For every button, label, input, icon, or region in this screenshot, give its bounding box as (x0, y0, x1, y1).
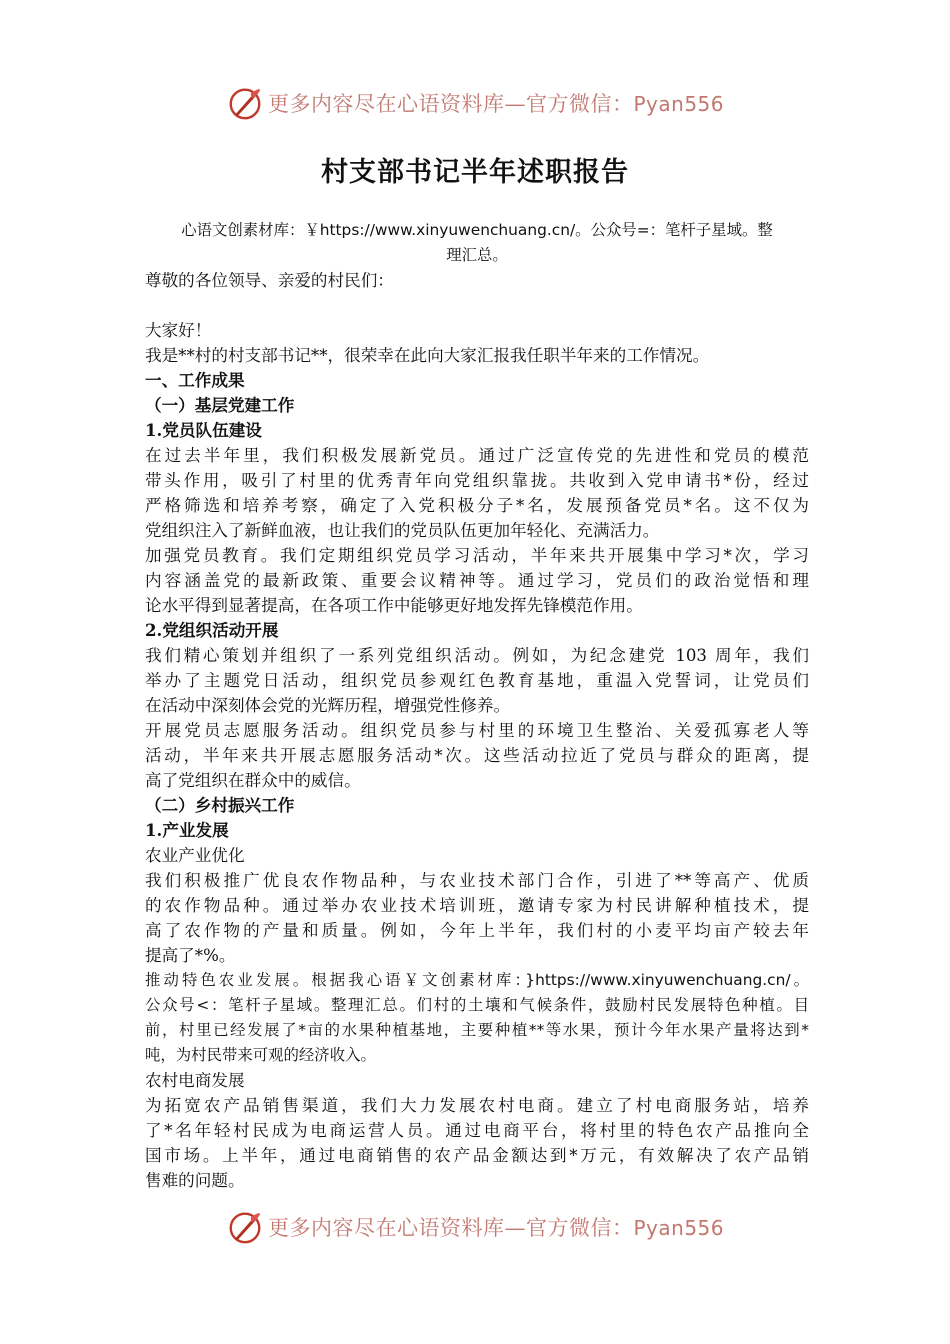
paragraph-line: 党组织注入了新鲜血液，也让我们的党员队伍更加年轻化、充满活力。 (145, 521, 660, 540)
document-title: 村支部书记半年述职报告 (321, 157, 629, 188)
greeting: 尊敬的各位领导、亲爱的村民们： (145, 271, 394, 290)
watermark-text: 更多内容尽在心语资料库—官方微信：Pyan556 (267, 92, 724, 116)
paragraph-line: 推动特色农业发展。根据我心语￥文创素材库：}https://www.xinyuwenchuang.cn/。 (145, 971, 809, 989)
heading-3-member-team: 1.党员队伍建设 (145, 420, 262, 440)
paragraph-line: 高了党组织在群众中的威信。 (145, 771, 361, 790)
source-line: 理汇总。 (446, 246, 508, 264)
quill-logo-icon (226, 84, 264, 122)
paragraph-line: 内容涵盖党的最新政策、重要会议精神等。通过学习，党员们的政治觉悟和理 (145, 571, 809, 590)
paragraph-line: 开展党员志愿服务活动。组织党员参与村里的环境卫生整治、关爱孤寡老人等 (145, 721, 809, 740)
paragraph-line: 为拓宽农产品销售渠道，我们大力发展农村电商。建立了村电商服务站，培养 (145, 1096, 809, 1115)
heading-2-party-building: （一）基层党建工作 (145, 395, 295, 415)
paragraph-line: 吨，为村民带来可观的经济收入。 (145, 1046, 376, 1064)
paragraph-line: 活动，半年来共开展志愿服务活动*次。这些活动拉近了党员与群众的距离，提 (145, 746, 809, 765)
header-watermark-banner (0, 78, 950, 128)
paragraph-line: 在活动中深刻体会党的光辉历程，增强党性修养。 (145, 696, 511, 715)
footer-watermark-banner (0, 1202, 950, 1252)
paragraph-line: 前，村里已经发展了*亩的水果种植基地，主要种植**等水果，预计今年水果产量将达到* (145, 1021, 809, 1039)
intro-paragraph: 我是**村的村支部书记**，很荣幸在此向大家汇报我任职半年来的工作情况。 (145, 346, 710, 365)
paragraph-line: 带头作用，吸引了村里的优秀青年向党组织靠拢。共收到入党申请书*份，经过 (145, 471, 809, 490)
paragraph-line: 了*名年轻村民成为电商运营人员。通过电商平台，将村里的特色农产品推向全 (145, 1121, 809, 1140)
paragraph-line: 高了农作物的产量和质量。例如，今年上半年，我们村的小麦平均亩产较去年 (145, 921, 809, 940)
heading-4-agriculture: 农业产业优化 (145, 846, 245, 865)
source-line: 心语文创素材库：￥https://www.xinyuwenchuang.cn/。公众号=：笔杆子星域。整 (181, 221, 773, 239)
heading-1: 一、工作成果 (145, 370, 245, 390)
heading-4-ecommerce: 农村电商发展 (145, 1071, 245, 1090)
document-body (145, 218, 809, 1193)
paragraph-line: 的农作物品种。通过举办农业技术培训班，邀请专家为村民讲解种植技术，提 (145, 896, 809, 915)
watermark-text: 更多内容尽在心语资料库—官方微信：Pyan556 (267, 1216, 724, 1240)
paragraph-line: 论水平得到显著提高，在各项工作中能够更好地发挥先锋模范作用。 (145, 596, 643, 615)
paragraph-line: 严格筛选和培养考察，确定了入党积极分子*名，发展预备党员*名。这不仅为 (145, 496, 809, 515)
hello: 大家好！ (145, 321, 212, 340)
quill-logo-icon (226, 1208, 264, 1246)
heading-3-industry: 1.产业发展 (145, 820, 229, 840)
paragraph-line: 加强党员教育。我们定期组织党员学习活动，半年来共开展集中学习*次，学习 (145, 546, 809, 565)
paragraph-line: 公众号<：笔杆子星域。整理汇总。们村的土壤和气候条件，鼓励村民发展特色种植。目 (145, 996, 809, 1014)
paragraph-line: 在过去半年里，我们积极发展新党员。通过广泛宣传党的先进性和党员的模范 (145, 446, 809, 465)
paragraph-line: 举办了主题党日活动，组织党员参观红色教育基地，重温入党誓词，让党员们 (145, 671, 809, 690)
paragraph-line: 售难的问题。 (145, 1171, 245, 1190)
heading-3-party-activities: 2.党组织活动开展 (145, 620, 279, 640)
heading-2-rural-revitalization: （二）乡村振兴工作 (145, 795, 295, 815)
paragraph-line: 国市场。上半年，通过电商销售的农产品金额达到*万元，有效解决了农产品销 (145, 1146, 809, 1165)
paragraph-line: 提高了*%。 (145, 946, 236, 965)
paragraph-line: 我们精心策划并组织了一系列党组织活动。例如，为纪念建党 103 周年，我们 (145, 646, 809, 665)
paragraph-line: 我们积极推广优良农作物品种，与农业技术部门合作，引进了**等高产、优质 (145, 871, 809, 890)
